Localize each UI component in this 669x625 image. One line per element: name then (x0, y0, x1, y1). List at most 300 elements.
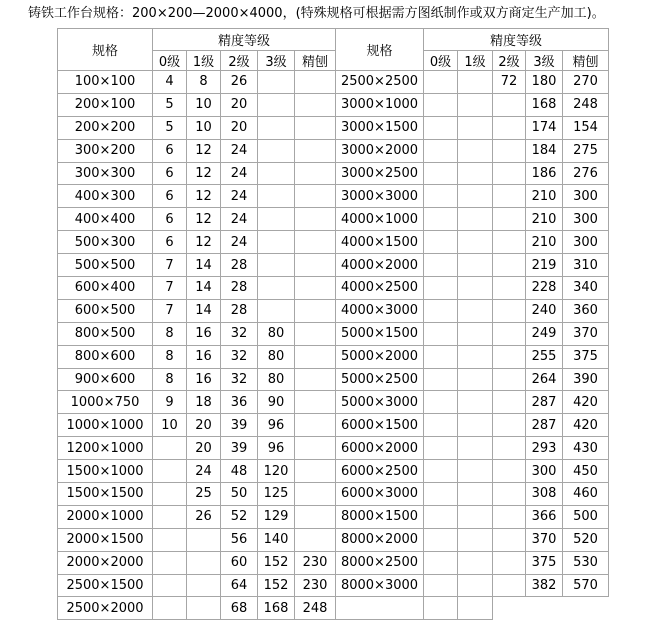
value-cell: 184 (526, 139, 563, 162)
value-cell: 24 (221, 139, 258, 162)
spec-cell: 200×100 (58, 93, 153, 116)
value-cell: 530 (563, 551, 609, 574)
spec-cell: 2500×2500 (336, 71, 424, 94)
value-cell (458, 277, 493, 300)
value-cell: 420 (563, 414, 609, 437)
precision-header-right: 精度等级 (424, 29, 609, 51)
value-cell: 270 (563, 71, 609, 94)
spec-cell: 900×600 (58, 368, 153, 391)
value-cell (295, 254, 336, 277)
value-cell (295, 299, 336, 322)
value-cell (424, 322, 458, 345)
table-row (58, 139, 609, 162)
value-cell: 375 (563, 345, 609, 368)
spec-cell: 6000×3000 (336, 483, 424, 506)
value-cell: 249 (526, 322, 563, 345)
value-cell (424, 391, 458, 414)
value-cell (258, 254, 295, 277)
value-cell: 430 (563, 437, 609, 460)
value-cell: 28 (221, 277, 258, 300)
value-cell (493, 574, 526, 597)
value-cell: 7 (153, 254, 187, 277)
value-cell (187, 551, 221, 574)
value-cell: 24 (221, 185, 258, 208)
value-cell: 20 (221, 93, 258, 116)
value-cell: 24 (221, 208, 258, 231)
value-cell: 300 (563, 185, 609, 208)
table-row (58, 574, 609, 597)
spec-cell: 3000×1500 (336, 116, 424, 139)
value-cell: 180 (526, 71, 563, 94)
value-cell (458, 368, 493, 391)
value-cell: 174 (526, 116, 563, 139)
value-cell: 24 (221, 231, 258, 254)
table-row (58, 551, 609, 574)
table-row (58, 71, 609, 94)
value-cell (153, 528, 187, 551)
value-cell (424, 345, 458, 368)
value-cell (493, 116, 526, 139)
value-cell (258, 116, 295, 139)
value-cell (493, 254, 526, 277)
value-cell: 26 (187, 505, 221, 528)
value-cell: 210 (526, 185, 563, 208)
value-cell: 360 (563, 299, 609, 322)
value-cell: 228 (526, 277, 563, 300)
spec-cell: 4000×1500 (336, 231, 424, 254)
value-cell (493, 185, 526, 208)
spec-cell: 1000×750 (58, 391, 153, 414)
value-cell (153, 505, 187, 528)
value-cell (258, 162, 295, 185)
value-cell (493, 162, 526, 185)
value-cell: 8 (153, 345, 187, 368)
value-cell: 80 (258, 345, 295, 368)
value-cell: 16 (187, 345, 221, 368)
value-cell (493, 231, 526, 254)
table-row (58, 254, 609, 277)
table-row (58, 437, 609, 460)
spec-cell: 400×400 (58, 208, 153, 231)
grade-header-left-2: 2级 (221, 51, 258, 71)
value-cell (153, 460, 187, 483)
value-cell (153, 551, 187, 574)
value-cell (295, 116, 336, 139)
value-cell: 210 (526, 208, 563, 231)
spec-cell: 300×200 (58, 139, 153, 162)
value-cell: 300 (563, 231, 609, 254)
spec-cell: 8000×2500 (336, 551, 424, 574)
value-cell (493, 551, 526, 574)
value-cell (187, 597, 221, 620)
value-cell (493, 505, 526, 528)
value-cell: 152 (258, 574, 295, 597)
spec-cell: 400×300 (58, 185, 153, 208)
value-cell: 32 (221, 368, 258, 391)
value-cell: 500 (563, 505, 609, 528)
value-cell (258, 139, 295, 162)
value-cell (424, 71, 458, 94)
value-cell (493, 93, 526, 116)
value-cell: 10 (153, 414, 187, 437)
value-cell: 68 (221, 597, 258, 620)
value-cell (458, 574, 493, 597)
value-cell (493, 528, 526, 551)
value-cell (493, 460, 526, 483)
value-cell: 255 (526, 345, 563, 368)
value-cell (295, 414, 336, 437)
value-cell: 168 (526, 93, 563, 116)
spec-cell: 5000×1500 (336, 322, 424, 345)
value-cell: 6 (153, 185, 187, 208)
spec-cell: 4000×2500 (336, 277, 424, 300)
value-cell: 230 (295, 551, 336, 574)
value-cell: 6 (153, 162, 187, 185)
value-cell (295, 345, 336, 368)
value-cell: 520 (563, 528, 609, 551)
value-cell (424, 139, 458, 162)
value-cell: 129 (258, 505, 295, 528)
table-row (58, 93, 609, 116)
value-cell: 12 (187, 208, 221, 231)
value-cell: 18 (187, 391, 221, 414)
value-cell: 140 (258, 528, 295, 551)
value-cell (424, 551, 458, 574)
grade-header-left-0: 0级 (153, 51, 187, 71)
value-cell (493, 299, 526, 322)
value-cell (295, 139, 336, 162)
spec-header-left: 规格 (58, 29, 153, 71)
table-row (58, 460, 609, 483)
value-cell (458, 299, 493, 322)
value-cell (493, 391, 526, 414)
grade-header-left-1: 1级 (187, 51, 221, 71)
value-cell (493, 345, 526, 368)
spec-cell: 2000×1000 (58, 505, 153, 528)
value-cell: 308 (526, 483, 563, 506)
value-cell: 276 (563, 162, 609, 185)
value-cell: 6 (153, 139, 187, 162)
value-cell (458, 345, 493, 368)
value-cell: 12 (187, 139, 221, 162)
value-cell (424, 162, 458, 185)
table-row (58, 345, 609, 368)
value-cell (493, 277, 526, 300)
table-header (58, 29, 609, 71)
value-cell (295, 71, 336, 94)
value-cell: 375 (526, 551, 563, 574)
spec-cell: 3000×2000 (336, 139, 424, 162)
value-cell: 64 (221, 574, 258, 597)
value-cell: 120 (258, 460, 295, 483)
spec-cell: 800×500 (58, 322, 153, 345)
value-cell (424, 505, 458, 528)
table-row (58, 185, 609, 208)
value-cell (258, 71, 295, 94)
value-cell (295, 483, 336, 506)
value-cell: 248 (563, 93, 609, 116)
spec-cell: 5000×2500 (336, 368, 424, 391)
page-title: 铸铁工作台规格：200×200—2000×4000，(特殊规格可根据需方图纸制作或双方商定生产加工)。 (28, 6, 605, 21)
value-cell (153, 437, 187, 460)
value-cell: 6 (153, 208, 187, 231)
grade-header-right-3: 3级 (526, 51, 563, 71)
spec-cell (336, 597, 424, 620)
value-cell (187, 574, 221, 597)
value-cell: 26 (221, 71, 258, 94)
grade-header-left-4: 精刨 (295, 51, 336, 71)
table-row (58, 414, 609, 437)
value-cell: 10 (187, 116, 221, 139)
spec-cell: 1500×1000 (58, 460, 153, 483)
value-cell (258, 208, 295, 231)
value-cell: 48 (221, 460, 258, 483)
value-cell (424, 116, 458, 139)
spec-cell: 500×300 (58, 231, 153, 254)
value-cell (295, 460, 336, 483)
spec-cell: 1000×1000 (58, 414, 153, 437)
value-cell: 5 (153, 116, 187, 139)
value-cell (424, 597, 458, 620)
value-cell (258, 299, 295, 322)
value-cell: 36 (221, 391, 258, 414)
value-cell (458, 505, 493, 528)
spec-cell: 2000×1500 (58, 528, 153, 551)
value-cell: 10 (187, 93, 221, 116)
value-cell: 20 (187, 414, 221, 437)
value-cell: 152 (258, 551, 295, 574)
spec-cell: 4000×2000 (336, 254, 424, 277)
spec-table (57, 28, 609, 620)
value-cell: 25 (187, 483, 221, 506)
value-cell: 80 (258, 368, 295, 391)
value-cell (424, 460, 458, 483)
value-cell: 370 (563, 322, 609, 345)
value-cell (258, 231, 295, 254)
grade-header-right-1: 1级 (458, 51, 493, 71)
spec-cell: 600×400 (58, 277, 153, 300)
table-row (58, 368, 609, 391)
value-cell (258, 93, 295, 116)
value-cell (295, 93, 336, 116)
value-cell: 287 (526, 391, 563, 414)
value-cell (424, 93, 458, 116)
value-cell (424, 414, 458, 437)
value-cell (458, 322, 493, 345)
value-cell: 570 (563, 574, 609, 597)
spec-cell: 800×600 (58, 345, 153, 368)
table-row (58, 116, 609, 139)
value-cell: 8 (153, 368, 187, 391)
value-cell: 6 (153, 231, 187, 254)
table-row (58, 483, 609, 506)
value-cell (153, 597, 187, 620)
spec-cell: 8000×3000 (336, 574, 424, 597)
value-cell (295, 185, 336, 208)
value-cell (424, 574, 458, 597)
value-cell: 4 (153, 71, 187, 94)
table-row (58, 208, 609, 231)
value-cell (458, 116, 493, 139)
value-cell: 96 (258, 414, 295, 437)
value-cell: 390 (563, 368, 609, 391)
value-cell: 32 (221, 345, 258, 368)
spec-cell: 600×500 (58, 299, 153, 322)
value-cell (187, 528, 221, 551)
value-cell (295, 391, 336, 414)
value-cell: 366 (526, 505, 563, 528)
value-cell: 154 (563, 116, 609, 139)
spec-cell: 1500×1500 (58, 483, 153, 506)
value-cell (295, 322, 336, 345)
value-cell (295, 208, 336, 231)
value-cell: 287 (526, 414, 563, 437)
header-row-group (58, 29, 609, 51)
value-cell (295, 231, 336, 254)
value-cell (493, 139, 526, 162)
value-cell (493, 368, 526, 391)
table-row (58, 505, 609, 528)
spec-cell: 6000×2500 (336, 460, 424, 483)
value-cell: 275 (563, 139, 609, 162)
value-cell: 12 (187, 162, 221, 185)
value-cell (295, 277, 336, 300)
table-row (58, 597, 609, 620)
value-cell (295, 368, 336, 391)
table-row (58, 162, 609, 185)
value-cell: 14 (187, 299, 221, 322)
value-cell (424, 185, 458, 208)
spec-cell: 3000×3000 (336, 185, 424, 208)
grade-header-left-3: 3级 (258, 51, 295, 71)
value-cell (458, 231, 493, 254)
value-cell: 125 (258, 483, 295, 506)
value-cell (458, 391, 493, 414)
value-cell (458, 139, 493, 162)
value-cell (424, 208, 458, 231)
spec-header-right: 规格 (336, 29, 424, 71)
value-cell: 90 (258, 391, 295, 414)
value-cell (295, 437, 336, 460)
value-cell: 39 (221, 437, 258, 460)
spec-cell: 500×500 (58, 254, 153, 277)
value-cell: 9 (153, 391, 187, 414)
value-cell: 8 (187, 71, 221, 94)
table-body (58, 71, 609, 620)
value-cell: 24 (187, 460, 221, 483)
value-cell: 310 (563, 254, 609, 277)
spec-cell: 3000×1000 (336, 93, 424, 116)
value-cell: 7 (153, 299, 187, 322)
value-cell (458, 483, 493, 506)
spec-cell: 4000×1000 (336, 208, 424, 231)
table-row (58, 299, 609, 322)
value-cell: 28 (221, 254, 258, 277)
value-cell (424, 528, 458, 551)
value-cell: 264 (526, 368, 563, 391)
value-cell (153, 483, 187, 506)
value-cell: 7 (153, 277, 187, 300)
value-cell: 300 (563, 208, 609, 231)
table-row (58, 528, 609, 551)
value-cell: 420 (563, 391, 609, 414)
value-cell (458, 528, 493, 551)
value-cell: 14 (187, 277, 221, 300)
spec-cell: 200×200 (58, 116, 153, 139)
value-cell (458, 414, 493, 437)
value-cell: 12 (187, 231, 221, 254)
value-cell (458, 208, 493, 231)
value-cell (258, 185, 295, 208)
value-cell: 52 (221, 505, 258, 528)
grade-header-right-2: 2级 (493, 51, 526, 71)
value-cell: 382 (526, 574, 563, 597)
value-cell: 60 (221, 551, 258, 574)
spec-cell: 6000×2000 (336, 437, 424, 460)
value-cell: 168 (258, 597, 295, 620)
value-cell: 50 (221, 483, 258, 506)
value-cell: 32 (221, 322, 258, 345)
spec-cell: 2000×2000 (58, 551, 153, 574)
value-cell (153, 574, 187, 597)
value-cell: 293 (526, 437, 563, 460)
spec-cell: 2500×1500 (58, 574, 153, 597)
spec-cell: 6000×1500 (336, 414, 424, 437)
value-cell (424, 483, 458, 506)
value-cell: 460 (563, 483, 609, 506)
value-cell (424, 277, 458, 300)
value-cell: 80 (258, 322, 295, 345)
grade-header-right-0: 0级 (424, 51, 458, 71)
value-cell (458, 597, 493, 620)
value-cell: 8 (153, 322, 187, 345)
value-cell (458, 185, 493, 208)
spec-cell: 2500×2000 (58, 597, 153, 620)
table-row (58, 277, 609, 300)
value-cell: 370 (526, 528, 563, 551)
spec-cell: 300×300 (58, 162, 153, 185)
spec-cell: 4000×3000 (336, 299, 424, 322)
value-cell: 14 (187, 254, 221, 277)
value-cell (424, 437, 458, 460)
value-cell: 56 (221, 528, 258, 551)
value-cell (424, 254, 458, 277)
spec-cell: 5000×2000 (336, 345, 424, 368)
value-cell: 340 (563, 277, 609, 300)
spec-cell: 8000×2000 (336, 528, 424, 551)
value-cell: 20 (221, 116, 258, 139)
value-cell: 210 (526, 231, 563, 254)
value-cell: 5 (153, 93, 187, 116)
value-cell: 240 (526, 299, 563, 322)
spec-cell: 8000×1500 (336, 505, 424, 528)
grade-header-right-4: 精刨 (563, 51, 609, 71)
value-cell (458, 93, 493, 116)
value-cell (295, 505, 336, 528)
value-cell: 96 (258, 437, 295, 460)
value-cell: 219 (526, 254, 563, 277)
value-cell: 248 (295, 597, 336, 620)
spec-cell: 100×100 (58, 71, 153, 94)
spec-cell: 3000×2500 (336, 162, 424, 185)
value-cell (258, 277, 295, 300)
value-cell (493, 483, 526, 506)
value-cell (295, 528, 336, 551)
value-cell (493, 437, 526, 460)
value-cell: 186 (526, 162, 563, 185)
table-row (58, 322, 609, 345)
value-cell (424, 368, 458, 391)
